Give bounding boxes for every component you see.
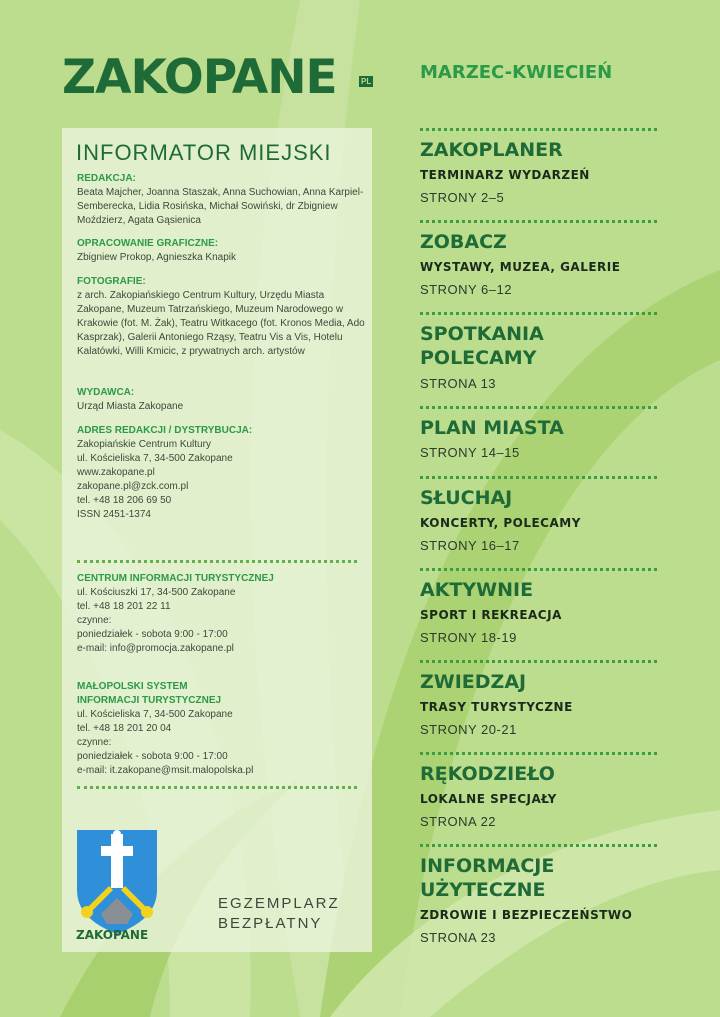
email-link[interactable]: e-mail: it.zakopane@msit.malopolska.pl: [77, 765, 254, 776]
toc-title: ZOBACZ: [420, 231, 507, 253]
toc-subtitle: LOKALNE SPECJAŁY: [420, 792, 557, 806]
free-copy-line2: BEZPŁATNY: [218, 915, 323, 932]
informator-panel: [62, 128, 372, 952]
toc-subtitle: KONCERTY, POLECAMY: [420, 516, 581, 530]
hours-label: czynne:: [77, 615, 112, 626]
toc-pages: STRONY 6–12: [420, 282, 512, 297]
toc-title: PLAN MIASTA: [420, 417, 564, 439]
tourist-info-center-heading: CENTRUM INFORMACJI TURYSTYCZNEJ: [77, 573, 274, 584]
dotted-divider: [420, 752, 657, 755]
photos-section: [77, 275, 367, 359]
phone-line: tel. +48 18 206 69 50: [77, 495, 172, 506]
email-link[interactable]: zakopane.pl@zck.com.pl: [77, 481, 189, 492]
issn-line: ISSN 2451-1374: [77, 509, 151, 520]
editorial-names: Beata Majcher, Joanna Staszak, Anna Suchowian, Anna Karpiel-Semberecka, Lidia Rosińska, Michał Sowiński, dr Zbigniew Moździerz, Agata Gąsienica: [77, 187, 364, 226]
dotted-divider: [77, 786, 357, 789]
dotted-divider: [420, 568, 657, 571]
toc-subtitle: SPORT I REKREACJA: [420, 608, 562, 622]
hours-label: czynne:: [77, 737, 112, 748]
address-line: ul. Kościeliska 7, 34-500 Zakopane: [77, 453, 233, 464]
toc-pages: STRONA 13: [420, 376, 497, 391]
tourist-info-center-section: [77, 572, 367, 656]
email-link[interactable]: e-mail: info@promocja.zakopane.pl: [77, 643, 234, 654]
dotted-divider: [420, 844, 657, 847]
photos-heading: FOTOGRAFIE:: [77, 276, 146, 287]
toc-subtitle: TERMINARZ WYDARZEŃ: [420, 168, 590, 182]
toc-title-line2: UŻYTECZNE: [420, 879, 546, 901]
graphic-design-heading: OPRACOWANIE GRAFICZNE:: [77, 238, 219, 249]
dotted-divider: [420, 220, 657, 223]
dotted-divider: [420, 406, 657, 409]
dotted-divider: [420, 128, 657, 131]
toc-pages: STRONY 2–5: [420, 190, 505, 205]
dotted-divider: [420, 312, 657, 315]
toc-pages: STRONA 22: [420, 814, 497, 829]
publisher-name: Urząd Miasta Zakopane: [77, 401, 184, 412]
logo-text: ZAKOPANE: [62, 50, 337, 105]
crest-town-name: ZAKOPANE: [76, 928, 149, 942]
hours-line: poniedziałek - sobota 9:00 - 17:00: [77, 751, 228, 762]
toc-title: AKTYWNIE: [420, 579, 534, 601]
publisher-heading: WYDAWCA:: [77, 387, 135, 398]
address-line: ul. Kościeliska 7, 34-500 Zakopane: [77, 709, 233, 720]
graphic-design-section: [77, 237, 367, 265]
logo-domain-badge: PL: [361, 77, 372, 86]
address-line: Zakopiańskie Centrum Kultury: [77, 439, 211, 450]
address-section: [77, 424, 367, 522]
hours-line: poniedziałek - sobota 9:00 - 17:00: [77, 629, 228, 640]
dotted-divider: [420, 660, 657, 663]
free-copy-line1: EGZEMPLARZ: [218, 895, 340, 912]
graphic-design-names: Zbigniew Prokop, Agnieszka Knapik: [77, 252, 236, 263]
editorial-section: [77, 172, 367, 228]
toc-title-line2: POLECAMY: [420, 347, 537, 369]
publisher-section: [77, 386, 367, 414]
msit-heading-line2: INFORMACJI TURYSTYCZNEJ: [77, 695, 222, 706]
address-heading: ADRES REDAKCJI / DYSTRYBUCJA:: [77, 425, 253, 436]
dotted-divider: [77, 560, 357, 563]
toc-title: ZAKOPLANER: [420, 139, 563, 161]
toc-title: SŁUCHAJ: [420, 487, 513, 509]
toc-pages: STRONY 20-21: [420, 722, 517, 737]
coat-of-arms-icon: [75, 828, 159, 940]
toc-pages: STRONY 16–17: [420, 538, 520, 553]
phone-line: tel. +48 18 201 20 04: [77, 723, 172, 734]
address-line: ul. Kościuszki 17, 34-500 Zakopane: [77, 587, 236, 598]
panel-title: INFORMATOR MIEJSKI: [76, 140, 332, 165]
editorial-heading: REDAKCJA:: [77, 173, 136, 184]
dotted-divider: [420, 476, 657, 479]
msit-section: [77, 680, 367, 778]
issue-date: MARZEC-KWIECIEŃ: [420, 62, 613, 83]
toc-pages: STRONY 14–15: [420, 445, 520, 460]
website-link[interactable]: www.zakopane.pl: [77, 467, 155, 478]
toc-pages: STRONA 23: [420, 930, 497, 945]
phone-line: tel. +48 18 201 22 11: [77, 601, 171, 612]
toc-title: RĘKODZIEŁO: [420, 763, 555, 785]
toc-subtitle: ZDROWIE I BEZPIECZEŃSTWO: [420, 908, 633, 922]
toc-title: INFORMACJE: [420, 855, 555, 877]
toc-subtitle: TRASY TURYSTYCZNE: [420, 700, 573, 714]
toc-title: SPOTKANIA: [420, 323, 544, 345]
toc-title: ZWIEDZAJ: [420, 671, 527, 693]
photos-credits: z arch. Zakopiańskiego Centrum Kultury, Urzędu Miasta Zakopane, Muzeum Tatrzańskiego, Muzeum Narodowego w Krakowie (fot. M. Żak), Teatru Witkacego (fot. Kronos Media, Ado Kasprzak), Galerii Antoniego Rząsy, Teatru Vis a Vis, Hotelu Kalatówki, Willi Kmicic, z prywatnych arch. artystów: [77, 290, 365, 357]
toc-pages: STRONY 18-19: [420, 630, 517, 645]
msit-heading-line1: MAŁOPOLSKI SYSTEM: [77, 681, 188, 692]
toc-subtitle: WYSTAWY, MUZEA, GALERIE: [420, 260, 621, 274]
free-copy-label: [218, 894, 340, 934]
zakopane-logo[interactable]: [62, 50, 374, 106]
